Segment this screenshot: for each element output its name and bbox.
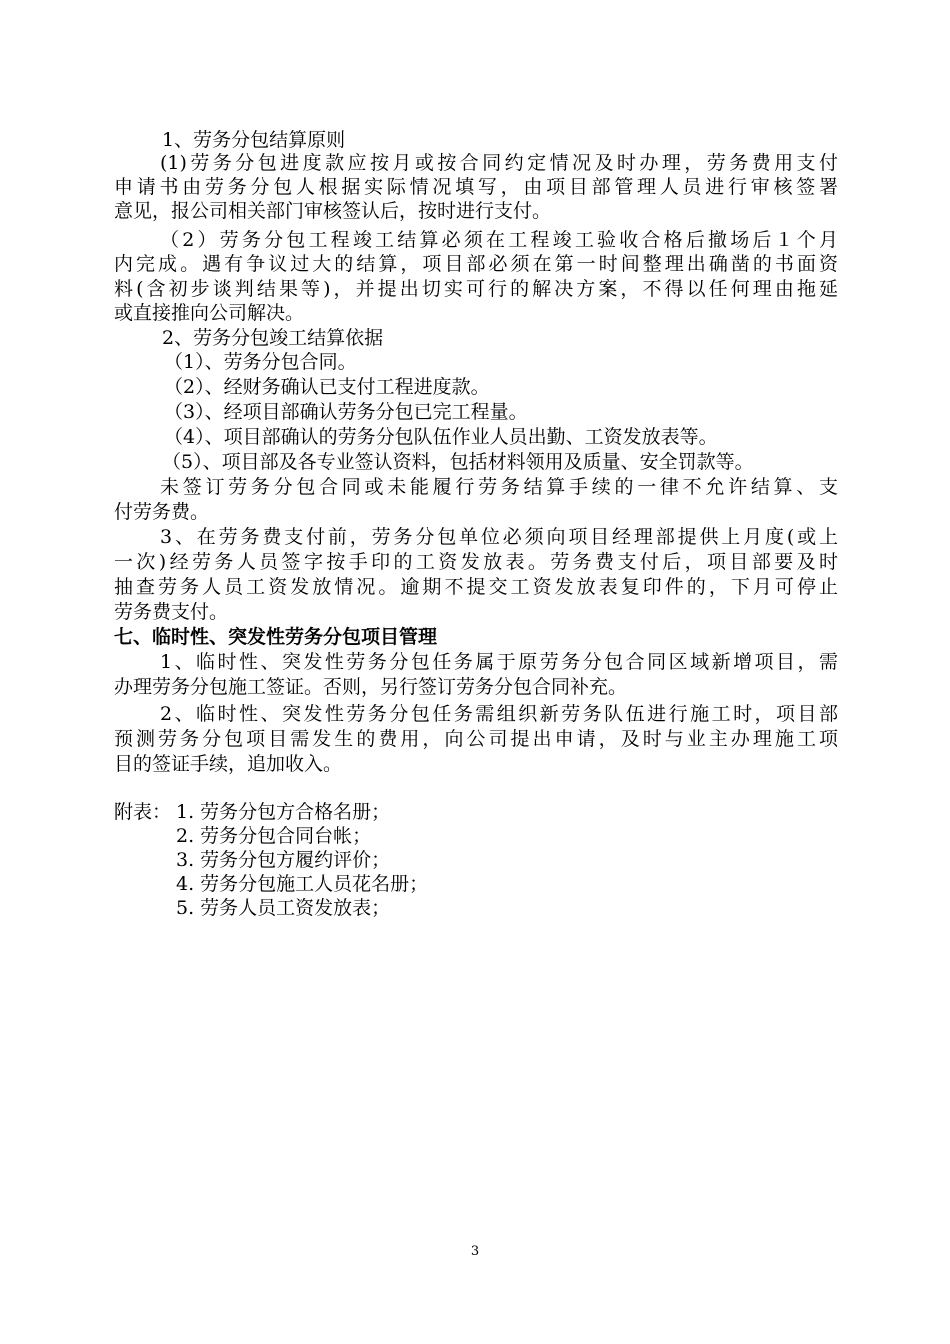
section-heading: 2、劳务分包竣工结算依据 bbox=[162, 327, 384, 349]
list-item: （1）、劳务分包合同。 bbox=[164, 351, 357, 373]
paragraph-line: 一次)经劳务人员签字按手印的工资发放表。劳务费支付后，项目部要及时 bbox=[114, 551, 838, 573]
paragraph-line: 预测劳务分包项目需发生的费用，向公司提出申请，及时与业主办理施工项 bbox=[114, 728, 838, 750]
list-item: （4）、项目部确认的劳务分包队伍作业人员出勤、工资发放表等。 bbox=[164, 426, 718, 448]
paragraph-line: (1)劳务分包进度款应按月或按合同约定情况及时办理，劳务费用支付 bbox=[160, 152, 838, 174]
paragraph-line: 付劳务费。 bbox=[114, 501, 210, 523]
paragraph-line: 申请书由劳务分包人根据实际情况填写，由项目部管理人员进行审核签署 bbox=[114, 176, 838, 198]
appendix-item: 2. 劳务分包合同台帐； bbox=[176, 825, 372, 847]
paragraph-line: 或直接推向公司解决。 bbox=[114, 302, 305, 324]
appendix-item: 1. 劳务分包方合格名册； bbox=[176, 801, 391, 823]
paragraph-line: 目的签证手续，追加收入。 bbox=[114, 753, 343, 775]
paragraph-line: （2）劳务分包工程竣工结算必须在工程竣工验收合格后撤场后１个月 bbox=[160, 229, 838, 251]
appendix-item: 3. 劳务分包方履约评价； bbox=[176, 849, 391, 871]
paragraph-line: 未签订劳务分包合同或未能履行劳务结算手续的一律不允许结算、支 bbox=[160, 476, 838, 498]
appendix-item: 4. 劳务分包施工人员花名册； bbox=[176, 873, 429, 895]
paragraph-line: 料(含初步谈判结果等)，并提出切实可行的解决方案，不得以任何理由拖延 bbox=[114, 278, 838, 300]
paragraph-line: 办理劳务分包施工签证。否则，另行签订劳务分包合同补充。 bbox=[114, 676, 628, 698]
appendix-label: 附表： bbox=[114, 801, 172, 823]
paragraph-line: 劳务费支付。 bbox=[114, 601, 229, 623]
appendix-item: 5. 劳务人员工资发放表； bbox=[176, 897, 391, 919]
paragraph-line: 1、临时性、突发性劳务分包任务属于原劳务分包合同区域新增项目，需 bbox=[160, 651, 838, 673]
paragraph-line: 抽查劳务人员工资发放情况。逾期不提交工资发放表复印件的，下月可停止 bbox=[114, 576, 838, 598]
list-item: （5）、项目部及各专业签认资料，包括材料领用及质量、安全罚款等。 bbox=[162, 451, 754, 473]
paragraph-line: 意见，报公司相关部门审核签认后，按时进行支付。 bbox=[114, 200, 552, 222]
page-number: 3 bbox=[470, 1244, 480, 1259]
list-item: （3）、经项目部确认劳务分包已完工程量。 bbox=[164, 401, 528, 423]
paragraph-line: 内完成。遇有争议过大的结算，项目部必须在第一时间整理出确凿的书面资 bbox=[114, 253, 838, 275]
list-item: （2）、经财务确认已支付工程进度款。 bbox=[164, 376, 490, 398]
chapter-heading: 七、临时性、突发性劳务分包项目管理 bbox=[114, 626, 438, 648]
paragraph-line: 3、在劳务费支付前，劳务分包单位必须向项目经理部提供上月度(或上 bbox=[160, 526, 838, 548]
section-heading: 1、劳务分包结算原则 bbox=[162, 129, 346, 151]
paragraph-line: 2、临时性、突发性劳务分包任务需组织新劳务队伍进行施工时，项目部 bbox=[160, 703, 838, 725]
